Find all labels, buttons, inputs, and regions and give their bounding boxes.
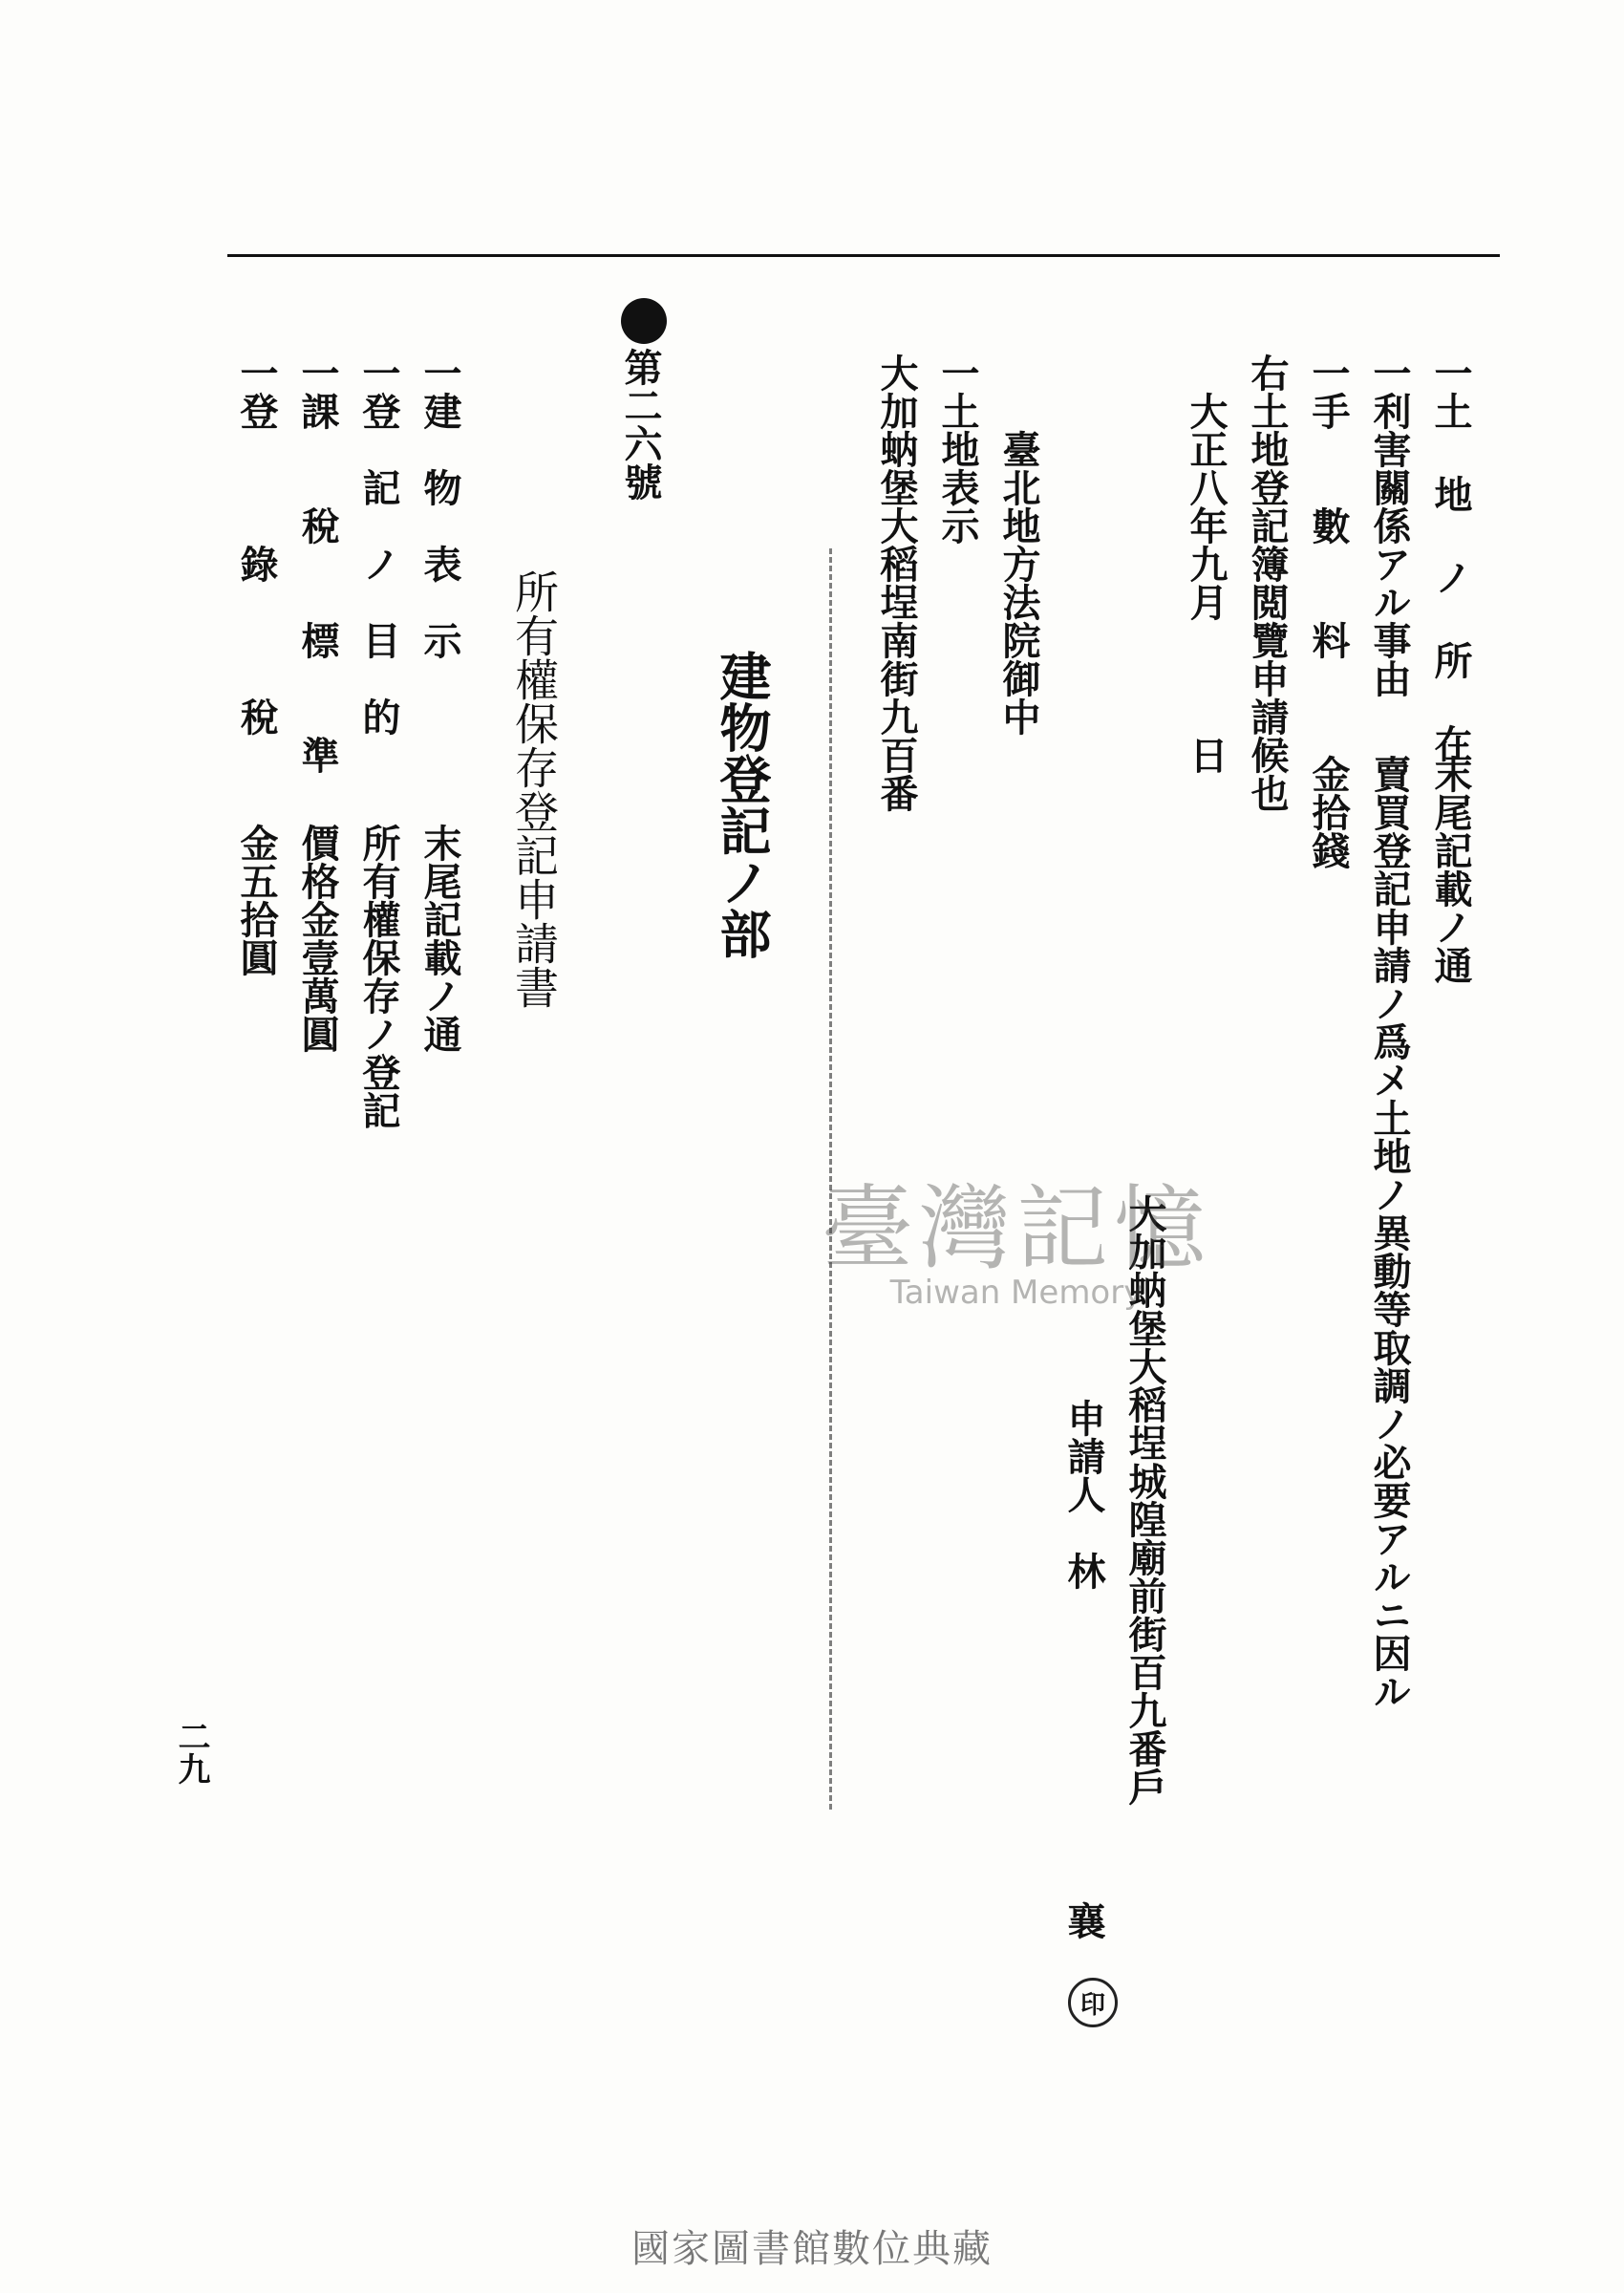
form-item-reg-tax-label: 一登 錄 稅 xyxy=(234,354,279,736)
form-item-purpose-label: 一登 記 ノ 目 的 xyxy=(356,354,401,736)
item-location-label: 一土 地 ノ 所 在 xyxy=(1428,354,1473,762)
form-item-building-value: 末尾記載ノ通 xyxy=(417,824,462,1053)
watermark xyxy=(822,1156,1211,1312)
court-addressee: 臺北地方法院御中 xyxy=(996,430,1041,736)
form-title: 所有權保存登記申請書 xyxy=(508,569,560,1009)
land-location: 大加蚋堡大稻埕南街九百番 xyxy=(874,354,919,812)
form-number: 第二六號 xyxy=(618,348,663,501)
item-location-value: 末尾記載ノ通 xyxy=(1428,755,1473,984)
form-item-purpose-value: 所有權保存ノ登記 xyxy=(356,824,401,1129)
bullet-icon xyxy=(621,298,667,344)
item-interest-label: 一利害關係アル事由 xyxy=(1367,354,1412,697)
seal-stamp: 印 xyxy=(1068,1978,1118,2027)
closing-line: 右土地登記簿閲覽申請候也 xyxy=(1245,354,1290,812)
form-item-reg-tax-value: 金五拾圓 xyxy=(234,824,279,976)
footer-credit: 國家圖書館數位典藏 xyxy=(631,2227,993,2271)
applicant-name-tail: 襄 xyxy=(1061,1901,1106,1939)
watermark-zh: 臺灣記憶 xyxy=(822,1175,1211,1282)
section-title: 建物登記ノ部 xyxy=(712,650,773,959)
item-fee-value: 金拾錢 xyxy=(1306,755,1351,869)
page-number: 二九 xyxy=(172,1720,210,1785)
form-item-tax-base-label: 一課 稅 標 準 xyxy=(295,354,340,774)
top-rule xyxy=(227,254,1500,257)
item-fee-label: 一手 數 料 xyxy=(1306,354,1351,659)
item-interest-value: 賣買登記申請ノ爲メ土地ノ異動等取調ノ必要アルニ因ル xyxy=(1367,755,1412,1710)
applicant-label: 申請人 林 xyxy=(1061,1399,1106,1590)
form-item-building-label: 一建 物 表 示 xyxy=(417,354,462,659)
date-line: 大正八年九月 日 xyxy=(1184,392,1229,774)
form-item-tax-base-value: 價格金壹萬圓 xyxy=(295,824,340,1053)
land-heading: 一土地表示 xyxy=(935,354,980,545)
applicant-address: 大加蚋堡大稻埕城隍廟前街百九番戶 xyxy=(1122,1194,1167,1806)
watermark-en: Taiwan Memory xyxy=(889,1274,1143,1312)
